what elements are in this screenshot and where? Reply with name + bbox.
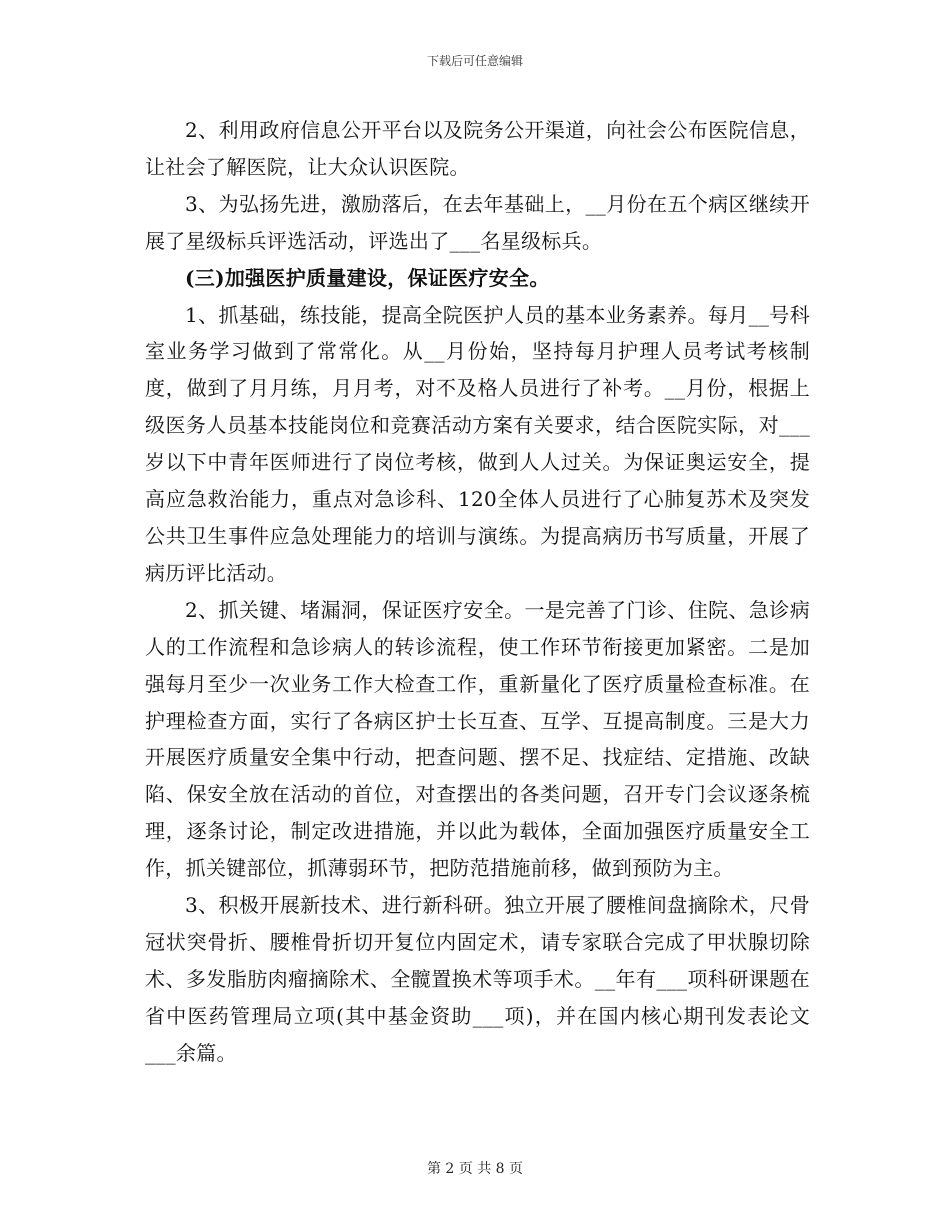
paragraph-2-medical-safety: 2、抓关键、堵漏洞，保证医疗安全。一是完善了门诊、住院、急诊病人的工作流程和急诊病人的转诊流程，使工作环节衔接更加紧密。二是加强每月至少一次业务工作大检查工作，重新量化了医疗质量检查标准。在护理检查方面，实行了各病区护士长互查、互学、互提高制度。三是大力开展医疗质量安全集中行动，把查问题、摆不足、找症结、定措施、改缺陷、保安全放在活动的首位，对查摆出的各类问题，召开专门会议逐条梳理，逐条讨论，制定改进措施，并以此为载体，全面加强医疗质量安全工作，抓关键部位，抓薄弱环节，把防范措施前移，做到预防为主。 <box>145 597 810 881</box>
page-header-note: 下载后可任意编辑 <box>426 54 523 68</box>
paragraph-2-public-info: 2、利用政府信息公开平台以及院务公开渠道，向社会公布医院信息，让社会了解医院，让大众认识医院。 <box>145 118 810 179</box>
page-number: 第 2 页 共 8 页 <box>426 1161 524 1177</box>
paragraph-3-star-selection: 3、为弘扬先进，激励落后，在去年基础上，__月份在五个病区继续开展了星级标兵评选活动，评选出了___名星级标兵。 <box>145 191 810 253</box>
section-heading-medical-quality: (三)加强医护质量建设，保证医疗安全。 <box>185 265 550 290</box>
document-body <box>145 112 810 1072</box>
paragraph-1-basic-skills: 1、抓基础，练技能，提高全院医护人员的基本业务素养。每月__号科室业务学习做到了常常化。从__月份始，坚持每月护理人员考试考核制度，做到了月月练，月月考，对不及格人员进行了补考。__月份，根据上级医务人员基本技能岗位和竞赛活动方案有关要求，结合医院实际，对___岁以下中青年医师进行了岗位考核，做到人人过关。为保证奥运安全，提高应急救治能力，重点对急诊科、120全体人员进行了心肺复苏术及突发公共卫生事件应急处理能力的培训与演练。为提高病历书写质量，开展了病历评比活动。 <box>145 302 810 585</box>
paragraph-3-new-technology: 3、积极开展新技术、进行新科研。独立开展了腰椎间盘摘除术，尺骨冠状突骨折、腰椎骨折切开复位内固定术，请专家联合完成了甲状腺切除术、多发脂肪肉瘤摘除术、全髋置换术等项手术。__年有___项科研课题在省中医药管理局立项(其中基金资助___项)，并在国内核心期刊发表论文___余篇。 <box>145 893 810 1065</box>
